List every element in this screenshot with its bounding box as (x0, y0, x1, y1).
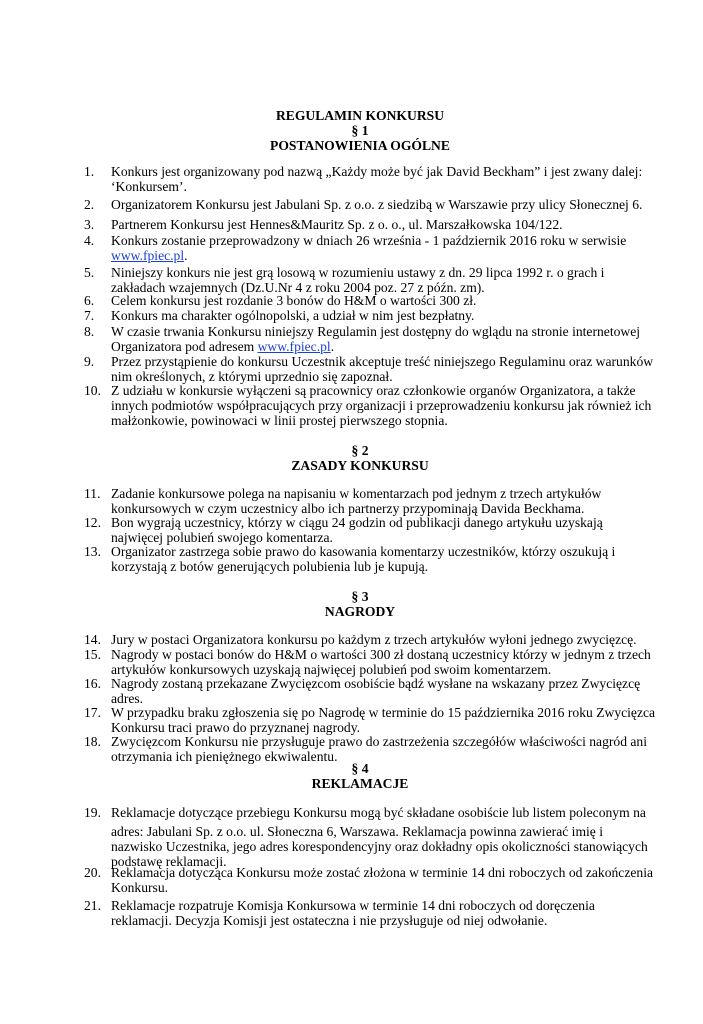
section-1-para: § 1 (351, 123, 369, 138)
list-item-number: 14. (84, 632, 101, 647)
list-item-text: Bon wygrają uczestnicy, którzy w ciągu 24 godzin od publikacji danego artykułu uzyskają (111, 515, 603, 530)
list-item-text: korzystają z botów generujących polubienia lub je kupują. (111, 559, 429, 574)
list-item-text: nim określonych, z którymi uprzednio się zapoznał. (111, 369, 393, 384)
list-item-text: konkursowych w czym uczestnicy albo ich partnerzy przypominają Davida Beckhama. (111, 501, 585, 516)
list-item-number: 20. (84, 865, 101, 880)
list-item-number: 1. (84, 164, 95, 179)
section-2-heading (60, 443, 660, 473)
list-item-number: 19. (84, 805, 101, 820)
section-4-heading (60, 761, 660, 791)
list-item-text: najwięcej polubień swojego komentarza. (111, 530, 333, 545)
link-prefix: Organizatora pod adresem (111, 339, 258, 354)
list-item-text: Zadanie konkursowe polega na napisaniu w komentarzach pod jednym z trzech artykułów (111, 486, 602, 501)
section-1-heading (60, 108, 660, 153)
section-3-title: NAGRODY (324, 604, 396, 619)
list-item-text: Reklamacje rozpatruje Komisja Konkursowa w terminie 14 dni roboczych od doręczenia (111, 898, 595, 913)
list-item-text: Niniejszy konkurs nie jest grą losową w rozumieniu ustawy z dn. 29 lipca 1992 r. o grach i (111, 265, 605, 280)
list-item-text: Partnerem Konkursu jest Hennes&Mauritz Sp. z o. o., ul. Marszałkowska 104/122. (111, 217, 563, 232)
list-item-number: 12. (84, 515, 101, 530)
list-item-number: 10. (84, 383, 101, 398)
section-3-heading (60, 589, 660, 619)
list-item-number: 2. (84, 197, 95, 212)
list-item-text: zakładach wzajemnych (Dz.U.Nr 4 z roku 2004 poz. 27 z późn. zm). (111, 280, 485, 295)
link-suffix: . (184, 248, 188, 263)
list-item-text: Organizatorem Konkursu jest Jabulani Sp. z o.o. z siedzibą w Warszawie przy ulicy Słonecznej 6. (111, 197, 643, 212)
list-item-text: W przypadku braku zgłoszenia się po Nagrodę w terminie do 15 października 2016 roku Zwycięzca (111, 705, 656, 720)
list-item-text: otrzymania ich pieniężnego ekwiwalentu. (111, 749, 338, 764)
list-item-text: ‘Konkursem’. (111, 179, 187, 194)
list-item-text: adres. (111, 691, 144, 706)
list-item-number: 15. (84, 647, 101, 662)
list-item-text: Konkursu traci prawo do przyznanej nagrody. (111, 720, 361, 735)
list-item-text: Konkurs ma charakter ogólnopolski, a udział w nim jest bezpłatny. (111, 308, 475, 323)
list-item-text: W czasie trwania Konkursu niniejszy Regulamin jest dostępny do wglądu na stronie internetowej (111, 324, 641, 339)
list-item-number: 4. (84, 233, 95, 248)
list-item-text: Przez przystąpienie do konkursu Uczestnik akceptuje treść niniejszego Regulaminu oraz warunków (111, 354, 654, 369)
list-item-text: Konkurs jest organizowany pod nazwą „Każdy może być jak David Beckham” i jest zwany dalej: (111, 164, 643, 179)
list-item-text: Konkurs zostanie przeprowadzony w dniach 26 września - 1 październik 2016 roku w serwisie (111, 233, 627, 248)
list-item-text: Nagrody zostaną przekazane Zwycięzcom osobiście bądź wysłane na wskazany przez Zwycięzcę (111, 676, 641, 691)
list-item-text: Nagrody w postaci bonów do H&M o wartości 300 zł dostaną uczestnicy którzy w jednym z trzech (111, 647, 651, 662)
fpiec-link[interactable]: www.fpiec.pl (111, 248, 185, 263)
section-1-title: POSTANOWIENIA OGÓLNE (270, 138, 450, 153)
list-item-number: 16. (84, 676, 101, 691)
list-item-number: 8. (84, 324, 95, 339)
list-item-text: reklamacji. Decyzja Komisji jest ostateczna i nie przysługuje od niej odwołanie. (111, 913, 548, 928)
section-4-para: § 4 (351, 761, 369, 776)
list-item-number: 6. (84, 293, 95, 308)
list-item-text: Reklamacje dotyczące przebiegu Konkursu mogą być składane osobiście lub listem poleconym na (111, 805, 646, 820)
list-item-number: 5. (84, 265, 95, 280)
list-item-text: Zwycięzcom Konkursu nie przysługuje prawo do zastrzeżenia szczegółów właściwości nagród ani (111, 734, 648, 749)
section-2-para: § 2 (351, 443, 369, 458)
list-item-text: adres: Jabulani Sp. z o.o. ul. Słoneczna 6, Warszawa. Reklamacja powinna zawierać imię i (111, 824, 604, 839)
list-item-text: artykułów konkursowych uzyskają najwięcej polubień pod swoim komentarzem. (111, 662, 552, 677)
list-item-text: nazwisko Uczestnika, jego adres korespondencyjny oraz dokładny opis okoliczności stanowiących (111, 839, 648, 854)
list-item-number: 13. (84, 544, 101, 559)
list-item-number: 17. (84, 705, 101, 720)
section-2-title: ZASADY KONKURSU (291, 458, 429, 473)
list-item-text: Organizator zastrzega sobie prawo do kasowania komentarzy uczestników, którzy oszukują i (111, 544, 616, 559)
list-item-text: innych podmiotów współpracujących przy organizacji i przeprowadzeniu konkursu jak również ich (111, 398, 652, 413)
list-item-number: 9. (84, 354, 95, 369)
list-item-number: 7. (84, 308, 95, 323)
section-3-para: § 3 (351, 589, 369, 604)
fpiec-link[interactable]: www.fpiec.pl (257, 339, 331, 354)
document-title: REGULAMIN KONKURSU (275, 108, 445, 123)
list-item-number: 21. (84, 898, 101, 913)
list-item-number: 3. (84, 217, 95, 232)
list-item-text: Celem konkursu jest rozdanie 3 bonów do H&M o wartości 300 zł. (111, 293, 477, 308)
link-suffix: . (330, 339, 335, 354)
section-4-title: REKLAMACJE (311, 776, 409, 791)
list-item-text: podstawę reklamacji. (111, 854, 227, 869)
list-item-text: Z udziału w konkursie wyłączeni są pracownicy oraz członkowie organów Organizatora, a także (111, 383, 636, 398)
list-item-text: małżonkowie, powinowaci w linii prostej pierwszego stopnia. (111, 413, 448, 428)
list-item-text: Reklamacja dotycząca Konkursu może zostać złożona w terminie 14 dni roboczych od zakończenia (111, 865, 654, 880)
list-item-text: Jury w postaci Organizatora konkursu po każdym z trzech artykułów wyłoni jednego zwycięzcę. (111, 632, 637, 647)
list-item-number: 18. (84, 734, 101, 749)
list-item-text: Konkursu. (111, 880, 169, 895)
list-item-number: 11. (84, 486, 101, 501)
